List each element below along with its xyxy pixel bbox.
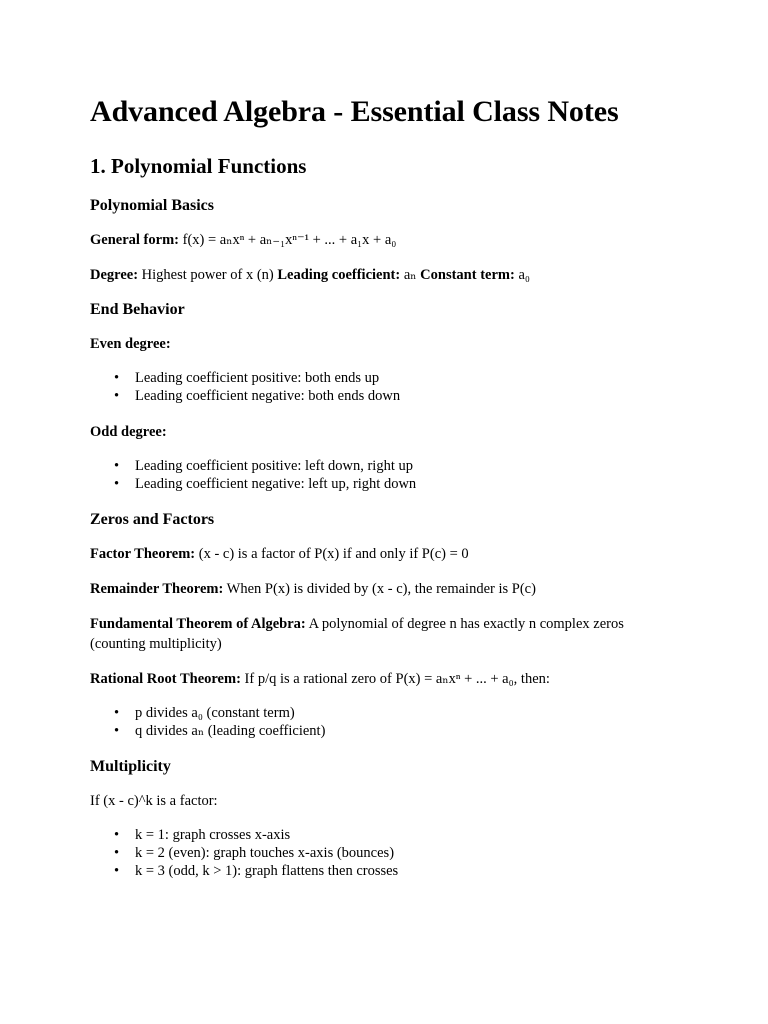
rational-root-theorem-text: If p/q is a rational zero of P(x) = aₙxⁿ + ... + a₀, then: <box>240 671 550 687</box>
list-item: • p divides a₀ (constant term) <box>135 704 672 722</box>
factor-theorem-text: (x - c) is a factor of P(x) if and only if P(c) = 0 <box>195 546 469 562</box>
list-item: • Leading coefficient negative: left up, right down <box>135 475 672 493</box>
subheading-end-behavior: End Behavior <box>90 301 185 318</box>
remainder-theorem-label: Remainder Theorem: <box>90 581 224 597</box>
factor-theorem-label: Factor Theorem: <box>90 546 196 562</box>
general-form-paragraph <box>90 230 672 250</box>
section-heading-polynomial-functions: 1. Polynomial Functions <box>90 154 307 178</box>
even-degree-paragraph <box>90 334 672 354</box>
rational-root-theorem-label: Rational Root Theorem: <box>90 671 241 687</box>
remainder-theorem-paragraph <box>90 579 672 599</box>
multiplicity-list <box>90 826 672 880</box>
list-item: • q divides aₙ (leading coefficient) <box>135 722 672 740</box>
multiplicity-intro: If (x - c)^k is a factor: <box>90 793 218 809</box>
general-form-text: f(x) = aₙxⁿ + aₙ₋₁xⁿ⁻¹ + ... + a₁x + a₀ <box>178 232 397 248</box>
list-item: • Leading coefficient positive: left down, right up <box>135 457 672 475</box>
document-title: Advanced Algebra - Essential Class Notes <box>90 95 619 128</box>
remainder-theorem-text: When P(x) is divided by (x - c), the remainder is P(c) <box>223 581 536 597</box>
odd-degree-label: Odd degree: <box>90 424 167 440</box>
fundamental-theorem-label: Fundamental Theorem of Algebra: <box>90 616 306 632</box>
odd-degree-list <box>90 457 672 493</box>
fundamental-theorem-text: A polynomial of degree n has exactly n complex zeros (counting multiplicity) <box>90 616 624 652</box>
list-item: • k = 3 (odd, k > 1): graph flattens then crosses <box>135 862 672 880</box>
subheading-zeros-and-factors: Zeros and Factors <box>90 511 215 528</box>
constant-term-label: Constant term: <box>420 267 515 283</box>
subheading-multiplicity: Multiplicity <box>90 758 171 775</box>
degree-paragraph <box>90 265 672 285</box>
general-form-label: General form: <box>90 232 179 248</box>
degree-text: Highest power of x (n) <box>138 267 278 283</box>
fundamental-theorem-paragraph <box>90 614 672 654</box>
odd-degree-paragraph <box>90 422 672 442</box>
rational-root-list <box>90 704 672 740</box>
subheading-polynomial-basics: Polynomial Basics <box>90 197 215 214</box>
list-item: • k = 2 (even): graph touches x-axis (bounces) <box>135 844 672 862</box>
constant-term-text: a₀ <box>514 267 530 283</box>
rational-root-theorem-paragraph <box>90 669 672 689</box>
list-item: • Leading coefficient negative: both ends down <box>135 387 672 405</box>
leading-coefficient-label: Leading coefficient: <box>277 267 401 283</box>
leading-coefficient-text: aₙ <box>400 267 421 283</box>
list-item: • k = 1: graph crosses x-axis <box>135 826 672 844</box>
list-item: • Leading coefficient positive: both ends up <box>135 369 672 387</box>
even-degree-list <box>90 369 672 405</box>
degree-label: Degree: <box>90 267 139 283</box>
factor-theorem-paragraph <box>90 544 672 564</box>
even-degree-label: Even degree: <box>90 336 171 352</box>
